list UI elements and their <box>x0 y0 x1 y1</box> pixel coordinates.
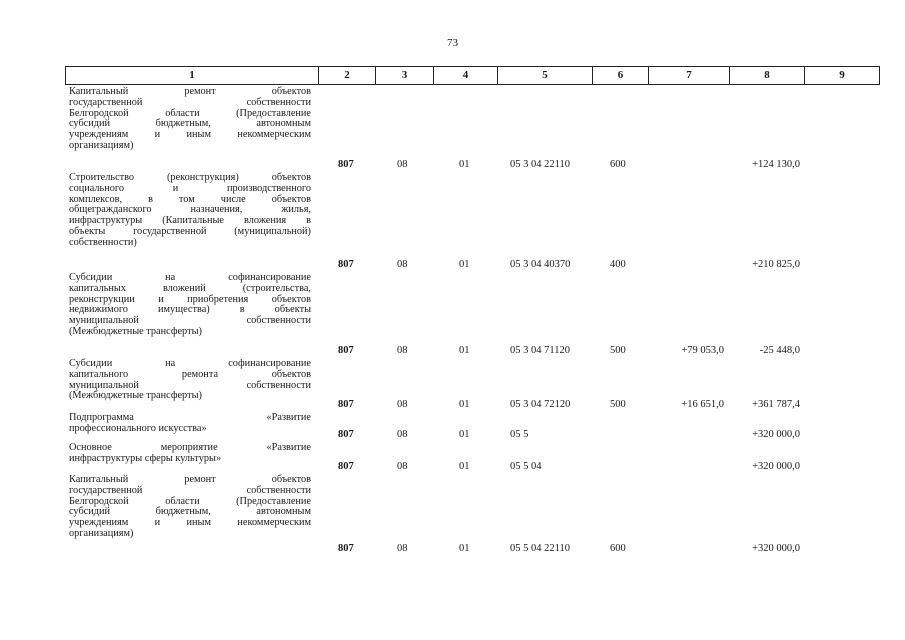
description-line: Подпрограмма «Развитие <box>69 412 311 423</box>
table-row <box>0 413 905 443</box>
header-col-6: 6 <box>592 67 648 84</box>
description-line: социального и производственного <box>69 182 311 194</box>
cell-c6: 600 <box>610 159 626 170</box>
cell-c6: 500 <box>610 345 626 356</box>
description-line: государственной собственности <box>69 484 311 496</box>
description-line: субсидий бюджетным, автономным <box>69 118 311 130</box>
header-col-4: 4 <box>433 67 497 84</box>
table-row <box>0 359 905 413</box>
table-row <box>0 443 905 475</box>
description-line: Белгородской области (Предоставление <box>69 495 311 507</box>
description-line: (Межбюджетные трансферты) <box>69 325 202 337</box>
cell-c8: +320 000,0 <box>752 461 800 472</box>
description-line: Капитальный ремонт объектов <box>69 474 311 485</box>
header-col-3: 3 <box>375 67 433 84</box>
description-line: (Межбюджетные трансферты) <box>69 390 202 402</box>
cell-c5: 05 5 04 <box>510 461 542 472</box>
cell-c6: 500 <box>610 399 626 410</box>
cell-c2: 807 <box>338 429 354 440</box>
description-line: государственной собственности <box>69 96 311 108</box>
cell-c8: +320 000,0 <box>752 429 800 440</box>
description-line: общегражданского назначения, жилья, <box>69 204 311 216</box>
description-line: реконструкции и приобретения объектов <box>69 293 311 305</box>
header-col-8: 8 <box>729 67 804 84</box>
cell-c3: 08 <box>397 259 408 270</box>
header-col-1: 1 <box>189 69 195 81</box>
description-line: учреждениям и иным некоммерческим <box>69 517 311 529</box>
table-row <box>0 273 905 359</box>
cell-c4: 01 <box>459 429 470 440</box>
cell-c4: 01 <box>459 159 470 170</box>
cell-c4: 01 <box>459 461 470 472</box>
cell-c5: 05 3 04 71120 <box>510 345 570 356</box>
cell-c8: +320 000,0 <box>752 543 800 554</box>
cell-c7: +16 651,0 <box>681 399 724 410</box>
cell-c5: 05 3 04 40370 <box>510 259 571 270</box>
cell-c8: +361 787,4 <box>752 399 800 410</box>
description-line: организациям) <box>69 139 134 151</box>
cell-c5: 05 3 04 72120 <box>510 399 571 410</box>
cell-c6: 600 <box>610 543 626 554</box>
cell-c2: 807 <box>338 461 354 472</box>
description-line: инфраструктуры (Капитальные вложения в <box>69 215 311 227</box>
description-line: объекты государственной (муниципальной) <box>69 225 311 237</box>
table-row <box>0 173 905 273</box>
description-line: недвижимого имущества) в объекты <box>69 304 311 316</box>
cell-c8: +124 130,0 <box>752 159 800 170</box>
cell-c8: -25 448,0 <box>759 345 800 356</box>
cell-c3: 08 <box>397 159 408 170</box>
cell-c4: 01 <box>459 543 470 554</box>
cell-c7: +79 053,0 <box>681 345 724 356</box>
header-col-5: 5 <box>497 67 592 84</box>
description-line: организациям) <box>69 527 134 539</box>
table-header <box>65 66 880 85</box>
cell-c6: 400 <box>610 259 626 270</box>
cell-c3: 08 <box>397 429 408 440</box>
cell-c4: 01 <box>459 399 470 410</box>
row-description <box>69 87 311 152</box>
description-line: субсидий бюджетным, автономным <box>69 506 311 518</box>
description-line: Капитальный ремонт объектов <box>69 86 311 97</box>
cell-c2: 807 <box>338 345 354 356</box>
cell-c3: 08 <box>397 399 408 410</box>
description-line: Основное мероприятие «Развитие <box>69 442 311 453</box>
header-col-9: 9 <box>804 67 879 84</box>
description-line: Строительство (реконструкция) объектов <box>69 172 311 183</box>
description-line: муниципальной собственности <box>69 315 311 327</box>
cell-c8: +210 825,0 <box>752 259 800 270</box>
description-line: комплексов, в том числе объектов <box>69 193 311 205</box>
description-line: профессионального искусства» <box>69 422 207 434</box>
cell-c2: 807 <box>338 399 354 410</box>
description-line: учреждениям и иным некоммерческим <box>69 129 311 141</box>
description-line: инфраструктуры сферы культуры» <box>69 452 222 464</box>
description-line: Субсидии на софинансирование <box>69 358 311 369</box>
table-row <box>0 475 905 557</box>
row-description <box>69 475 311 540</box>
row-description <box>69 273 311 338</box>
cell-c3: 08 <box>397 461 408 472</box>
header-col-7: 7 <box>648 67 729 84</box>
description-line: капитальных вложений (строительства, <box>69 282 311 294</box>
cell-c5: 05 5 <box>510 429 529 440</box>
cell-c2: 807 <box>338 543 354 554</box>
cell-c2: 807 <box>338 159 354 170</box>
cell-c5: 05 3 04 22110 <box>510 159 570 170</box>
cell-c4: 01 <box>459 345 470 356</box>
cell-c5: 05 5 04 22110 <box>510 543 570 554</box>
table-row <box>0 87 905 173</box>
cell-c4: 01 <box>459 259 470 270</box>
header-col-2: 2 <box>318 67 375 84</box>
row-description <box>69 443 311 465</box>
row-description <box>69 173 311 249</box>
row-description <box>69 359 311 402</box>
description-line: муниципальной собственности <box>69 379 311 391</box>
row-description <box>69 413 311 435</box>
description-line: собственности) <box>69 236 137 248</box>
cell-c2: 807 <box>338 259 354 270</box>
description-line: Белгородской области (Предоставление <box>69 107 311 119</box>
description-line: капитального ремонта объектов <box>69 368 311 380</box>
description-line: Субсидии на софинансирование <box>69 272 311 283</box>
cell-c3: 08 <box>397 345 408 356</box>
cell-c3: 08 <box>397 543 408 554</box>
page-number: 73 <box>447 37 458 49</box>
